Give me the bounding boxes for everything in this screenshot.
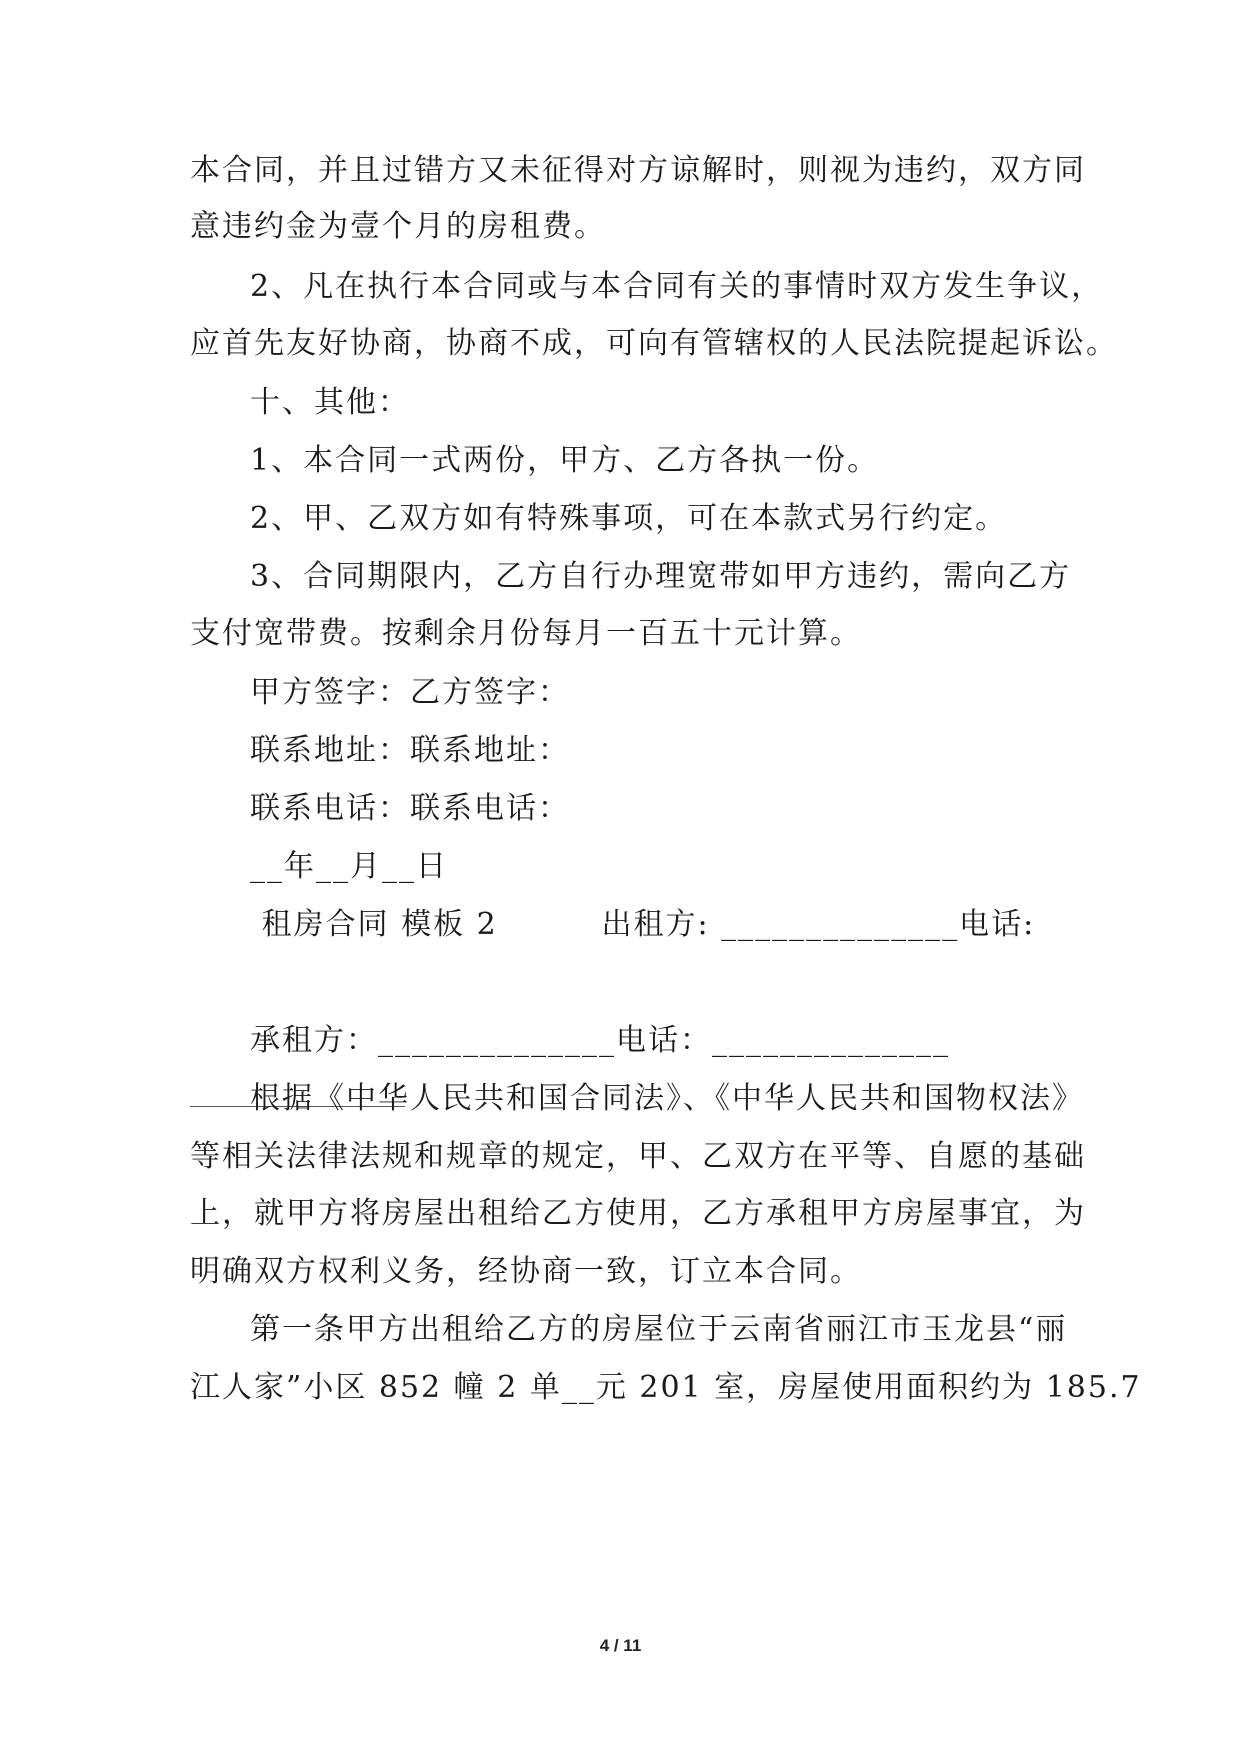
text-line: 上，就甲方将房屋出租给乙方使用，乙方承租甲方房屋事宜，为: [190, 1196, 1086, 1231]
text-line: 根据《中华人民共和国合同法》、《中华人民共和国物权法》: [250, 1081, 1084, 1116]
text-line: 2、凡在执行本合同或与本合同有关的事情时双方发生争议，: [250, 269, 1104, 304]
text-line: 应首先友好协商，协商不成，可向有管辖权的人民法院提起诉讼。: [190, 326, 1118, 361]
text-line: 2、甲、乙双方如有特殊事项，可在本款式另行约定。: [250, 501, 1008, 536]
section-heading: 十、其他：: [250, 385, 410, 420]
page-number: 4 / 11: [599, 1636, 642, 1655]
signature-line: 甲方签字：乙方签字：: [250, 675, 570, 710]
text-line: 3、合同期限内，乙方自行办理宽带如甲方违约，需向乙方: [250, 559, 1072, 594]
text-line: 本合同，并且过错方又未征得对方谅解时，则视为违约，双方同: [190, 153, 1086, 188]
tenant-line: 承租方：______________电话：______________: [250, 1023, 950, 1058]
template-title-line: 租房合同 模板 2 出租方: ______________电话:: [250, 907, 1036, 942]
text-line: 意违约金为壹个月的房租费。: [190, 209, 606, 244]
text-line: 第一条甲方出租给乙方的房屋位于云南省丽江市玉龙县“丽: [250, 1312, 1068, 1347]
text-line: 江人家”小区 852 幢 2 单__元 201 室，房屋使用面积约为 185.7: [190, 1370, 1142, 1405]
text-line: 等相关法律法规和规章的规定，甲、乙双方在平等、自愿的基础: [190, 1139, 1086, 1174]
phone-line: 联系电话：联系电话：: [250, 791, 570, 826]
text-line: 明确双方权利义务，经协商一致，订立本合同。: [190, 1254, 862, 1289]
address-line: 联系地址：联系地址：: [250, 733, 570, 768]
date-line: __年__月__日: [250, 849, 448, 884]
text-line: 支付宽带费。按剩余月份每月一百五十元计算。: [190, 616, 862, 651]
text-line: 1、本合同一式两份，甲方、乙方各执一份。: [250, 443, 880, 478]
